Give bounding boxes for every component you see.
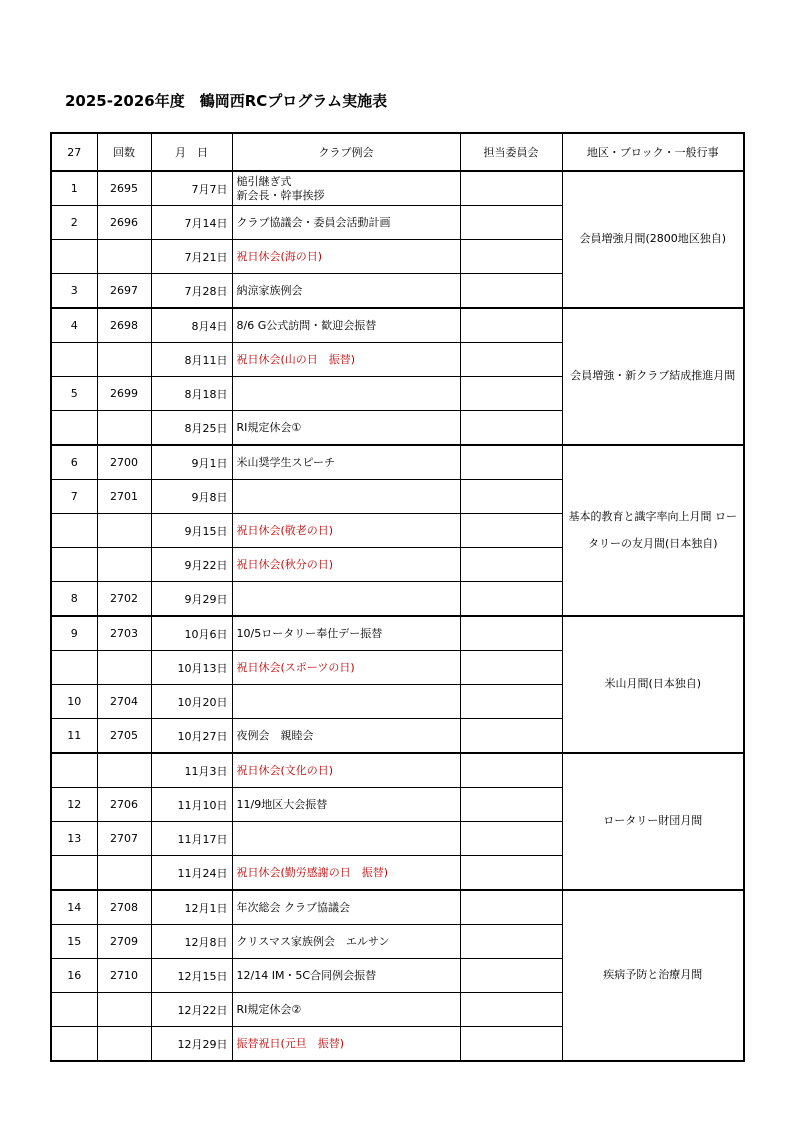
row-event xyxy=(232,685,460,719)
row-meeting-count: 2710 xyxy=(97,959,151,993)
row-committee xyxy=(460,480,562,514)
row-committee xyxy=(460,993,562,1027)
month-theme: 基本的教育と識字率向上月間 ロータリーの友月間(日本独自) xyxy=(562,445,744,616)
row-date: 12月22日 xyxy=(151,993,232,1027)
row-no: 8 xyxy=(51,582,97,617)
row-no xyxy=(51,856,97,891)
row-date: 9月15日 xyxy=(151,514,232,548)
row-event: 祝日休会(敬老の日) xyxy=(232,514,460,548)
row-no xyxy=(51,514,97,548)
row-meeting-count: 2709 xyxy=(97,925,151,959)
row-meeting-count: 2703 xyxy=(97,616,151,651)
row-meeting-count xyxy=(97,240,151,274)
header-committee: 担当委員会 xyxy=(460,133,562,171)
row-event: 米山奨学生スピーチ xyxy=(232,445,460,480)
row-committee xyxy=(460,445,562,480)
row-no xyxy=(51,651,97,685)
row-committee xyxy=(460,651,562,685)
row-date: 8月4日 xyxy=(151,308,232,343)
row-event: 年次総会 クラブ協議会 xyxy=(232,890,460,925)
row-event: 8/6 G公式訪問・歓迎会振替 xyxy=(232,308,460,343)
row-committee xyxy=(460,514,562,548)
row-date: 10月6日 xyxy=(151,616,232,651)
row-event: 納涼家族例会 xyxy=(232,274,460,309)
row-no xyxy=(51,343,97,377)
row-no: 7 xyxy=(51,480,97,514)
table-row xyxy=(51,171,744,206)
table-row xyxy=(51,753,744,788)
month-theme: 疾病予防と治療月間 xyxy=(562,890,744,1061)
row-event: 祝日休会(海の日) xyxy=(232,240,460,274)
row-event: 祝日休会(スポーツの日) xyxy=(232,651,460,685)
row-committee xyxy=(460,308,562,343)
table-row xyxy=(51,890,744,925)
row-no: 6 xyxy=(51,445,97,480)
table-row xyxy=(51,445,744,480)
row-event: RI規定休会② xyxy=(232,993,460,1027)
row-meeting-count xyxy=(97,856,151,891)
header-no: 27 xyxy=(51,133,97,171)
table-row xyxy=(51,308,744,343)
row-no: 3 xyxy=(51,274,97,309)
row-committee xyxy=(460,377,562,411)
row-meeting-count: 2699 xyxy=(97,377,151,411)
row-committee xyxy=(460,822,562,856)
row-date: 7月7日 xyxy=(151,171,232,206)
row-no: 13 xyxy=(51,822,97,856)
row-meeting-count: 2695 xyxy=(97,171,151,206)
row-date: 9月22日 xyxy=(151,548,232,582)
row-date: 11月10日 xyxy=(151,788,232,822)
header-event: クラブ例会 xyxy=(232,133,460,171)
row-event: 祝日休会(文化の日) xyxy=(232,753,460,788)
row-meeting-count: 2697 xyxy=(97,274,151,309)
row-no: 1 xyxy=(51,171,97,206)
row-date: 7月21日 xyxy=(151,240,232,274)
row-event: 12/14 IM・5C合同例会振替 xyxy=(232,959,460,993)
row-no: 12 xyxy=(51,788,97,822)
row-committee xyxy=(460,890,562,925)
row-date: 11月17日 xyxy=(151,822,232,856)
row-event: クリスマス家族例会 エルサン xyxy=(232,925,460,959)
row-committee xyxy=(460,548,562,582)
page-title: 2025-2026年度 鶴岡西RCプログラム実施表 xyxy=(65,92,388,110)
row-meeting-count xyxy=(97,651,151,685)
row-date: 12月8日 xyxy=(151,925,232,959)
row-event xyxy=(232,377,460,411)
row-date: 9月8日 xyxy=(151,480,232,514)
row-meeting-count: 2705 xyxy=(97,719,151,754)
header-date: 月 日 xyxy=(151,133,232,171)
row-date: 10月20日 xyxy=(151,685,232,719)
month-theme: 会員増強・新クラブ結成推進月間 xyxy=(562,308,744,445)
row-event: 夜例会 親睦会 xyxy=(232,719,460,754)
row-date: 12月29日 xyxy=(151,1027,232,1062)
row-no xyxy=(51,548,97,582)
row-date: 7月14日 xyxy=(151,206,232,240)
row-committee xyxy=(460,240,562,274)
row-date: 10月13日 xyxy=(151,651,232,685)
row-meeting-count xyxy=(97,993,151,1027)
month-theme: ロータリー財団月間 xyxy=(562,753,744,890)
row-no: 2 xyxy=(51,206,97,240)
row-date: 7月28日 xyxy=(151,274,232,309)
row-no xyxy=(51,240,97,274)
row-date: 11月24日 xyxy=(151,856,232,891)
row-event: 10/5ロータリー奉仕デー振替 xyxy=(232,616,460,651)
row-event xyxy=(232,582,460,617)
row-event: RI規定休会① xyxy=(232,411,460,446)
row-no: 15 xyxy=(51,925,97,959)
row-committee xyxy=(460,959,562,993)
row-committee xyxy=(460,343,562,377)
row-committee xyxy=(460,171,562,206)
row-no: 16 xyxy=(51,959,97,993)
row-meeting-count: 2707 xyxy=(97,822,151,856)
row-committee xyxy=(460,411,562,446)
row-meeting-count: 2708 xyxy=(97,890,151,925)
row-committee xyxy=(460,1027,562,1062)
row-event: 祝日休会(秋分の日) xyxy=(232,548,460,582)
row-date: 9月29日 xyxy=(151,582,232,617)
header-kai: 回数 xyxy=(97,133,151,171)
row-no xyxy=(51,411,97,446)
row-meeting-count xyxy=(97,411,151,446)
row-meeting-count: 2701 xyxy=(97,480,151,514)
row-committee xyxy=(460,753,562,788)
row-no xyxy=(51,993,97,1027)
row-committee xyxy=(460,616,562,651)
row-committee xyxy=(460,685,562,719)
row-event xyxy=(232,822,460,856)
row-event: 祝日休会(勤労感謝の日 振替) xyxy=(232,856,460,891)
row-date: 9月1日 xyxy=(151,445,232,480)
row-committee xyxy=(460,582,562,617)
row-no xyxy=(51,753,97,788)
row-meeting-count: 2704 xyxy=(97,685,151,719)
header-row xyxy=(51,133,744,171)
header-district: 地区・ブロック・一般行事 xyxy=(562,133,744,171)
row-meeting-count xyxy=(97,514,151,548)
row-meeting-count: 2696 xyxy=(97,206,151,240)
row-no: 10 xyxy=(51,685,97,719)
row-event: 振替祝日(元旦 振替) xyxy=(232,1027,460,1062)
row-date: 8月11日 xyxy=(151,343,232,377)
row-event: 祝日休会(山の日 振替) xyxy=(232,343,460,377)
row-committee xyxy=(460,856,562,891)
row-event: クラブ協議会・委員会活動計画 xyxy=(232,206,460,240)
row-committee xyxy=(460,788,562,822)
row-event: 11/9地区大会振替 xyxy=(232,788,460,822)
row-no: 14 xyxy=(51,890,97,925)
row-no: 11 xyxy=(51,719,97,754)
row-meeting-count: 2702 xyxy=(97,582,151,617)
row-committee xyxy=(460,719,562,754)
row-date: 8月18日 xyxy=(151,377,232,411)
row-meeting-count xyxy=(97,1027,151,1062)
row-date: 12月1日 xyxy=(151,890,232,925)
row-meeting-count xyxy=(97,753,151,788)
row-committee xyxy=(460,274,562,309)
row-event xyxy=(232,480,460,514)
month-theme: 会員増強月間(2800地区独自) xyxy=(562,171,744,308)
row-event: 槌引継ぎ式 新会長・幹事挨拶 xyxy=(232,171,460,206)
row-no: 4 xyxy=(51,308,97,343)
program-schedule-table xyxy=(50,132,745,1062)
row-no: 5 xyxy=(51,377,97,411)
row-meeting-count: 2706 xyxy=(97,788,151,822)
row-no: 9 xyxy=(51,616,97,651)
row-meeting-count: 2700 xyxy=(97,445,151,480)
row-date: 11月3日 xyxy=(151,753,232,788)
row-meeting-count: 2698 xyxy=(97,308,151,343)
row-date: 12月15日 xyxy=(151,959,232,993)
row-meeting-count xyxy=(97,343,151,377)
row-committee xyxy=(460,925,562,959)
table-row xyxy=(51,616,744,651)
row-date: 10月27日 xyxy=(151,719,232,754)
row-meeting-count xyxy=(97,548,151,582)
row-date: 8月25日 xyxy=(151,411,232,446)
row-no xyxy=(51,1027,97,1062)
row-committee xyxy=(460,206,562,240)
month-theme: 米山月間(日本独自) xyxy=(562,616,744,753)
